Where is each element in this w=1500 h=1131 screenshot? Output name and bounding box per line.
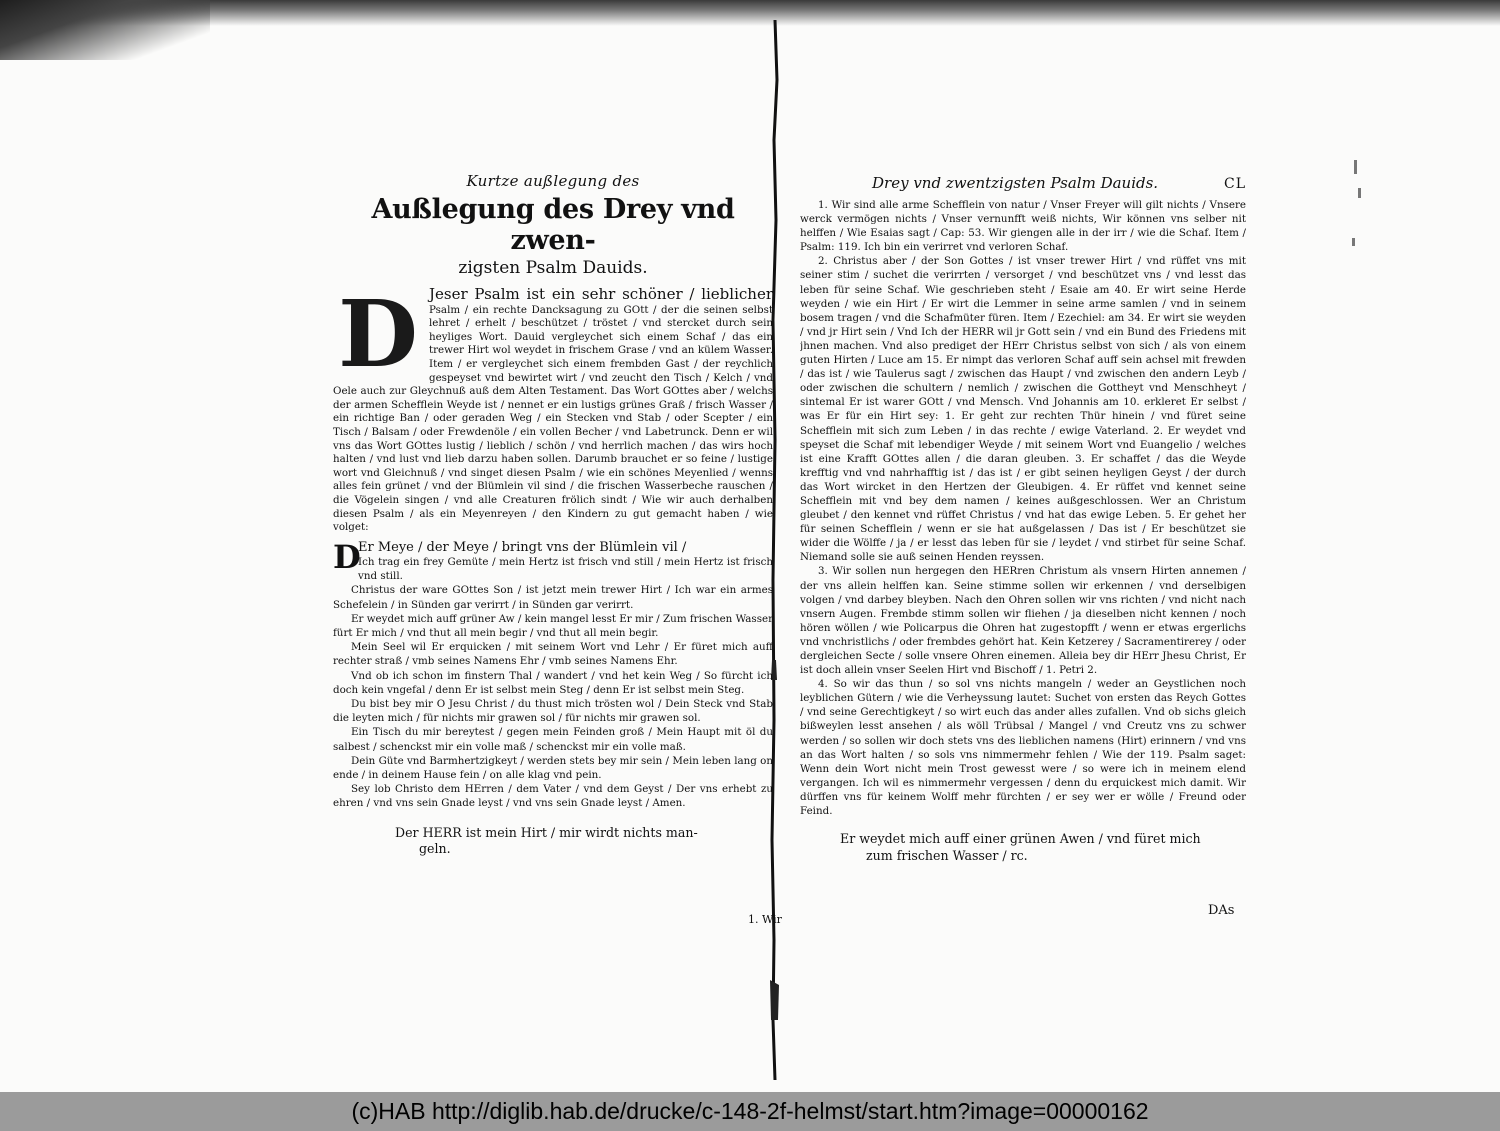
scan-speck	[1352, 238, 1355, 246]
folio-number: CL	[1223, 176, 1246, 192]
left-caption-line1: Der HERR ist mein Hirt / mir wirdt nichts man-	[395, 824, 698, 840]
decorated-initial-d: D	[338, 280, 418, 388]
copyright-footer: (c)HAB http://diglib.hab.de/drucke/c-148-2f-helmst/start.htm?image=00000162	[0, 1092, 1500, 1131]
hymn-verse: Ein Tisch du mir bereytest / gegen mein Feinden groß / Mein Haupt mit öl du salbest / schenckst mir ein volle maß / schenckst mir ein volle maß.	[333, 726, 773, 753]
scan-speck	[1358, 188, 1361, 198]
right-caption-line2: zum frischen Wasser / rc.	[866, 848, 1028, 864]
hymn-first-line: Er Meye / der Meye / bringt vns der Blümlein vil /	[358, 539, 687, 555]
intro-first-line: Jeser Psalm ist ein sehr schöner / lieblicher	[429, 285, 773, 303]
hymn-verse: Sey lob Christo dem HErren / dem Vater / vnd dem Geyst / Der vns erhebt zu ehren / vnd vns sein Gnade leyst / vnd vns sein Gnade leyst / Amen.	[333, 783, 773, 810]
commentary-body	[800, 198, 1246, 818]
intro-paragraph	[333, 280, 773, 535]
commentary-paragraph-4: 4. So wir das thun / so sol vns nichts mangeln / weder an Geystlichen noch leyblichen Gütern / wie die Verheyssung lautet: Suchet von ersten das Reych Gottes / vnd seine Gerechtigkeyt / so wirt euch das ander alles zufallen. Vnd ob sichs gleich bißweylen lesst ansehen / als wöll Trübsal / Mangel / vnd Creutz vns zu schwer werden / so sollen wir doch stets vns des lieblichen namens (Hirt) erinnern / vnd vns an das Wort halten / so sols vns nimmermehr fehlen / Wie der 119. Psalm saget: Wenn dein Wort nicht mein Trost gewesst were / so were ich in meinem elend vergangen. Ich wil es nimmermehr vergessen / denn du erquickest mich damit. Wir dürffen vns für keinem Wolff mehr fürchten / er sey wer er wölle / Freund oder Feind.	[800, 678, 1246, 818]
hymn-verse: Dein Güte vnd Barmhertzigkeyt / werden stets bey mir sein / Mein leben lang on ende / in deinem Hause fein / on alle klag vnd pein.	[333, 754, 773, 781]
right-running-title: Drey vnd zwentzigsten Psalm Dauids.	[872, 174, 1159, 192]
hymn-verse: Er weydet mich auff grüner Aw / kein mangel lesst Er mir / Zum frischen Wasser fürt Er mich / vnd thut all mein begir / vnd thut all mein begir.	[333, 612, 773, 639]
left-title-line2: zigsten Psalm Dauids.	[458, 258, 648, 278]
scan-corner-shadow	[0, 0, 210, 60]
scan-speck	[1354, 160, 1357, 174]
scan-top-shadow	[0, 0, 1500, 26]
commentary-paragraph-3: 3. Wir sollen nun hergegen den HERren Christum als vnsern Hirten annemen / der vns allein helffen kan. Seine stimme sollen wir erkennen / vnd derselbigen volgen / vnd darbey bleyben. Nach den Ohren sollen wir vns richten / vnd nicht nach vnsern Augen. Frembde stimm sollen wir fliehen / ja dieselben nicht kennen / noch hören wöllen / wie Policarpus die Ohren hat zugestopfft / wenn er etwas ergerlichs vnd vnchristlichs / oder frembdes gehört hat. Kein Ketzerey / Sacramentirerey / oder dergleichen Secte / solle vnsere Ohren einemen. Alleia bey dir HErr Jhesu Christ, Er ist doch allein vnser Seelen Hirt vnd Bischoff / 1. Petri 2.	[800, 565, 1246, 677]
left-running-head: Kurtze außlegung des	[466, 172, 640, 190]
commentary-paragraph-1: 1. Wir sind alle arme Schefflein von natur / Vnser Freyer will gilt nichts / Vnsere werck vermögen nichts / Vnser vernunfft weiß nichts, Wir können vns selber nit helffen / Wie Esaias sagt / Cap: 53. Wir giengen alle in der irr / wie die Schaf. Item / Psalm: 119. Ich bin ein verirret vnd verloren Schaf.	[800, 199, 1246, 254]
left-catchword: 1. Wir	[748, 913, 782, 926]
hymn-verse: Mein Seel wil Er erquicken / mit seinem Wort vnd Lehr / Er füret mich auff rechter straß / vmb seines Namens Ehr / vmb seines Namens Ehr.	[333, 641, 773, 668]
right-caption-line1: Er weydet mich auff einer grünen Awen / vnd füret mich	[840, 831, 1201, 847]
right-page	[800, 168, 1246, 928]
hymn-verse: Ich trag ein frey Gemüte / mein Hertz ist frisch vnd still / mein Hertz ist frisch vnd still.	[358, 555, 773, 583]
left-verse-caption	[395, 825, 773, 857]
left-page	[333, 168, 773, 938]
left-title: Außlegung des Drey vnd zwen-	[371, 194, 735, 256]
right-catchword: DAs	[1208, 903, 1235, 918]
left-caption-line2: geln.	[419, 840, 451, 856]
hymn-verse: Du bist bey mir O Jesu Christ / du thust mich trösten wol / Dein Steck vnd Stab die leyten mich / für nichts mir grawen sol / für nichts mir grawen sol.	[333, 697, 773, 725]
hymn-verse: Vnd ob ich schon im finstern Thal / wandert / vnd het kein Weg / So fürcht ich doch kein vngefal / denn Er ist selbst mein Steg / denn Er ist selbst mein Steg.	[333, 669, 773, 696]
hymn-block	[333, 537, 773, 811]
right-running-head	[872, 174, 1246, 192]
hymn-initial: D	[333, 537, 361, 576]
hymn-verse: Christus der ware GOttes Son / ist jetzt mein trewer Hirt / Ich war ein armes Schefelein / in Sünden gar verirrt / in Sünden gar verirrt.	[333, 584, 773, 611]
right-verse-caption	[840, 830, 1246, 864]
intro-text: Psalm / ein rechte Dancksagung zu GOtt / der die seinen selbst lehret / erhelt / beschützet / tröstet / vnd stercket durch sein heyliges Wort. Dauid vergleychet sich einem Schaf / das ein trewer Hirt wol weydet in frischem Grase / vnd an külem Wasser. Item / er vergleychet sich einem frembden Gast / der reychlich gespeyset vnd bewirtet wirt / vnd zeucht den Tisch / Kelch / vnd Oele auch zur Gleychnuß auß dem Alten Testament. Das Wort GOttes aber / welchs der armen Schefflein Weyde ist / nennet er ein lustigs grünes Graß / frisch Wasser / ein richtige Ban / oder geraden Weg / ein Stecken vnd Stab / oder Scepter / ein Tisch / Balsam / oder Frewdenöle / ein vollen Becher / vnd Labetrunck. Denn er wil vns das Wort GOttes lustig / lieblich / schön / vnd herrlich machen / das wirs hoch halten / vnd lust vnd lieb darzu haben sollen. Darumb brauchet er so feine / lustige wort vnd Gleichnuß / vnd singet diesen Psalm / wie ein schönes Meyenlied / wenns alles fein grünet / vnd der Blümlein vil sind / die frischen Wasserbeche rauschen / die Vögelein singen / vnd alle Creaturen frölich sindt / Wie wir auch derhalben diesen Psalm / als ein Meyenreyen / den Kindern zu gut gemacht haben / wie volget:	[333, 303, 773, 534]
commentary-paragraph-2: 2. Christus aber / der Son Gottes / ist vnser trewer Hirt / vnd rüffet vns mit seiner stim / suchet die verirrten / versorget / vnd beschützet vns / vnd lesst das leben für seine Schaf. Wie geschrieben steht / Esaie am 40. Er wirt seine Herde weyden / wie ein Hirt / Er wirt die Lemmer in seine arme samlen / vnd in seinem bosem tragen / vnd die Schafmüter füren. Item / Ezechiel: am 34. Er wirt sie weyden / vnd jr Hirt sein / Vnd Ich der HERR wil jr Gott sein / vnd ein Bund des Friedens mit jhnen machen. Vnd also prediget der HErr Christus selbst von sich / als von einem guten Hirten / Luce am 15. Er nimpt das verloren Schaf auff sein achsel mit frewden / das ist / wie Taulerus sagt / zwischen das Haupt / vnd zwischen den andern Leyb / oder zwischen die schultern / nemlich / zwischen die Gottheyt vnd Menschheyt / sintemal Er ist warer GOtt / vnd Mensch. Vnd Johannis am 10. erkleret Er selbst / was Er für ein Hirt sey: 1. Er geht zur rechten Thür hinein / vnd füret seine Schefflein mit sich zum Leben / in das rechte / ewige Vaterland. 2. Er weydet vnd speyset die Schaf mit lebendiger Weyde / mit seinem Wort vnd Euangelio / welches ist eine Krafft GOttes allen / die daran gleuben. 3. Er schaffet / das die Weyde krefftig vnd vnd nahrhafftig ist / das ist / er gibt seinen heyligen Geyst / der durch das Wort wircket in den Hertzen der Gleubigen. 4. Er rüffet vnd kennet seine Schefflein mit vnd bey dem namen / keines außgeschlossen. Wer an Christum gleubet / den kennet vnd rüffet Christus / vnd hat das ewige Leben. 5. Er gehet her für seinen Schefflein / wenn er sie hat außgelassen / Das ist / Er beschützet sie wider die Wölffe / ja / er lesst das leben für sie / leydet / vnd stirbet für seine Schaf. Niemand solle sie auß seinen Henden reyssen.	[800, 255, 1246, 564]
